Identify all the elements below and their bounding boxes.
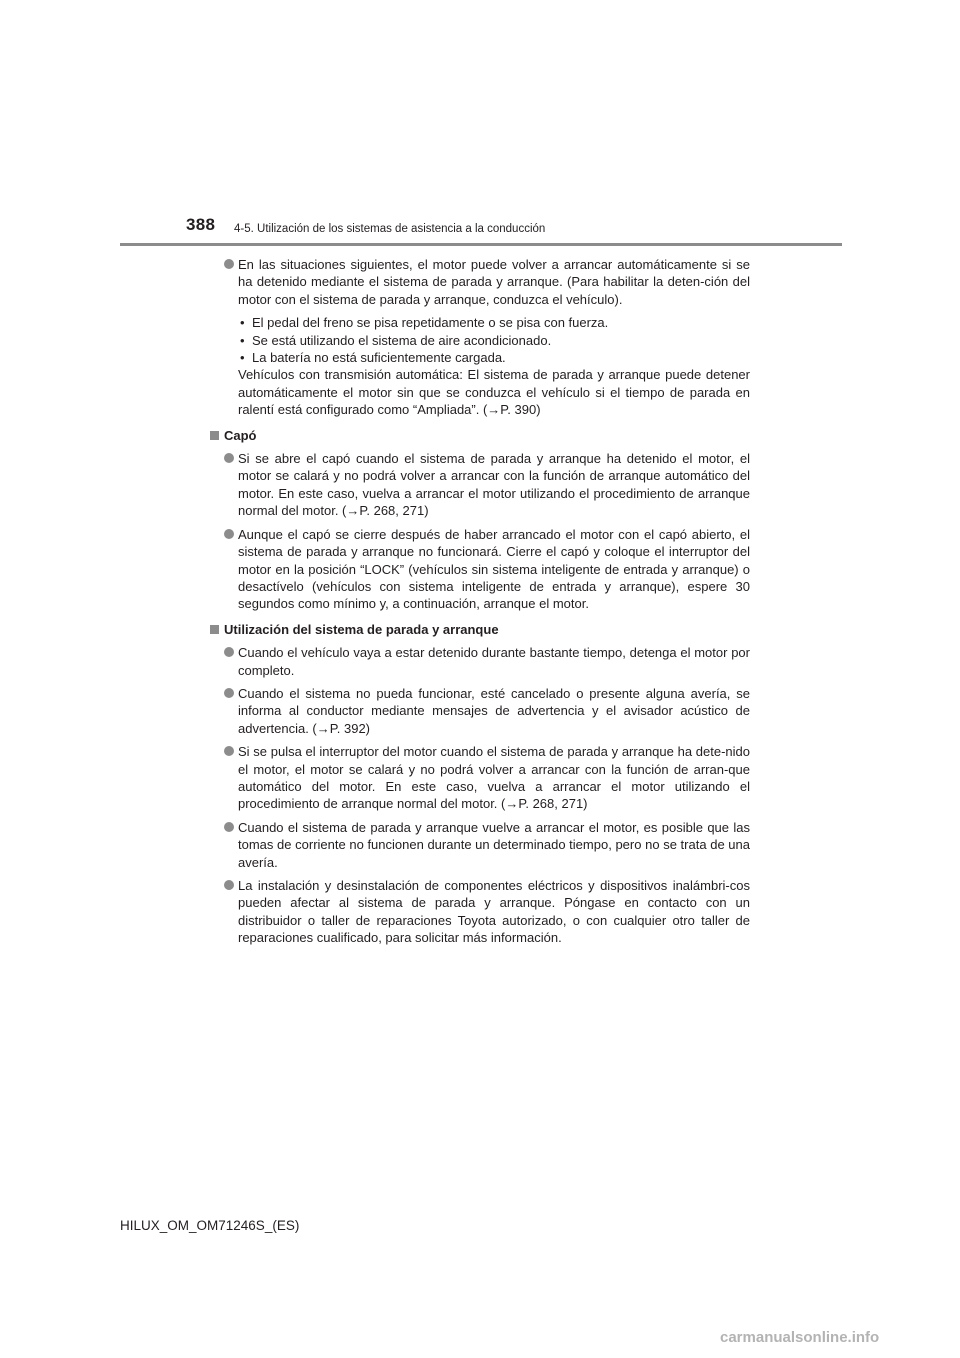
bullet-icon [224, 259, 234, 269]
sub-list-item: • La batería no está suficientemente cargada. [240, 350, 506, 366]
page-content [210, 256, 750, 953]
dot-icon: • [240, 332, 245, 348]
bullet-icon [224, 647, 234, 657]
dot-icon: • [240, 350, 245, 366]
list-item: Cuando el sistema no pueda funcionar, esté cancelado o presente alguna avería, se informa al conductor mediante mensajes de advertencia y el avisador acústico de advertencia. (→P. 392) [210, 685, 750, 737]
square-bullet-icon [210, 625, 219, 634]
document-code: HILUX_OM_OM71246S_(ES) [120, 1218, 300, 1233]
bullet-icon [224, 529, 234, 539]
section-heading-capo: Capó [210, 427, 750, 444]
header-divider [120, 243, 842, 246]
list-item: Si se pulsa el interruptor del motor cuando el sistema de parada y arranque ha dete-nido el motor, el motor se calará y no podrá volver a arrancar con la función de arran-que automático del motor. En este caso, vuelva a arrancar el motor utilizando el procedimiento de arranque normal del motor. (→P. 268, 271) [210, 743, 750, 813]
bullet-icon [224, 822, 234, 832]
sub-list-item: • El pedal del freno se pisa repetidamente o se pisa con fuerza. [240, 315, 609, 331]
list-item: Cuando el vehículo vaya a estar detenido durante bastante tiempo, detenga el motor por completo. [210, 644, 750, 679]
square-bullet-icon [210, 431, 219, 440]
sub-list [238, 314, 750, 366]
list-item: La instalación y desinstalación de componentes eléctricos y dispositivos inalámbri-cos pueden afectar al sistema de parada y arranque. Póngase en contacto con un distribuidor o taller de reparaciones Toyota autorizado, o con cualquier otro taller de reparaciones cualificado, para solicitar más información. [210, 877, 750, 947]
bullet-icon [224, 880, 234, 890]
list-item [210, 256, 750, 419]
transmission-note: Vehículos con transmisión automática: El sistema de parada y arranque puede detener automáticamente el motor sin que se conduzca el vehículo si el tiempo de parada en ralentí está configurado como “Ampliada”. (→P. 390) [238, 367, 750, 418]
list-item: Aunque el capó se cierre después de haber arrancado el motor con el capó abierto, el sistema de parada y arranque no funcionará. Cierre el capó y coloque el interruptor del motor en la posición “LOCK” (vehículos sin sistema inteligente de entrada y arranque) o desactívelo (vehículos con sistema inteligente de entrada y arranque), espere 30 segundos como mínimo y, a continuación, arranque el motor. [210, 526, 750, 613]
bullet-icon [224, 688, 234, 698]
watermark: carmanualsonline.info [720, 1329, 880, 1346]
section-heading-utilizacion: Utilización del sistema de parada y arranque [210, 621, 750, 638]
page-number: 388 [186, 215, 216, 234]
dot-icon: • [240, 315, 245, 331]
sub-list-item: • Se está utilizando el sistema de aire acondicionado. [240, 332, 552, 348]
list-item: Si se abre el capó cuando el sistema de parada y arranque ha detenido el motor, el motor se calará y no podrá volver a arrancar con la función de arranque automático del motor. En este caso, vuelva a arrancar el motor utilizando el procedimiento de arranque normal del motor. (→P. 268, 271) [210, 450, 750, 520]
bullet-icon [224, 746, 234, 756]
section-title: 4-5. Utilización de los sistemas de asistencia a la conducción [234, 223, 546, 235]
item-text: En las situaciones siguientes, el motor puede volver a arrancar automáticamente si se ha detenido mediante el sistema de parada y arranque. (Para habilitar la deten-ción del motor con el sistema de parada y arranque, conduzca el vehículo). [238, 257, 750, 307]
list-item: Cuando el sistema de parada y arranque vuelve a arrancar el motor, es posible que las tomas de corriente no funcionen durante un determinado tiempo, pero no se trata de una avería. [210, 819, 750, 871]
bullet-icon [224, 453, 234, 463]
